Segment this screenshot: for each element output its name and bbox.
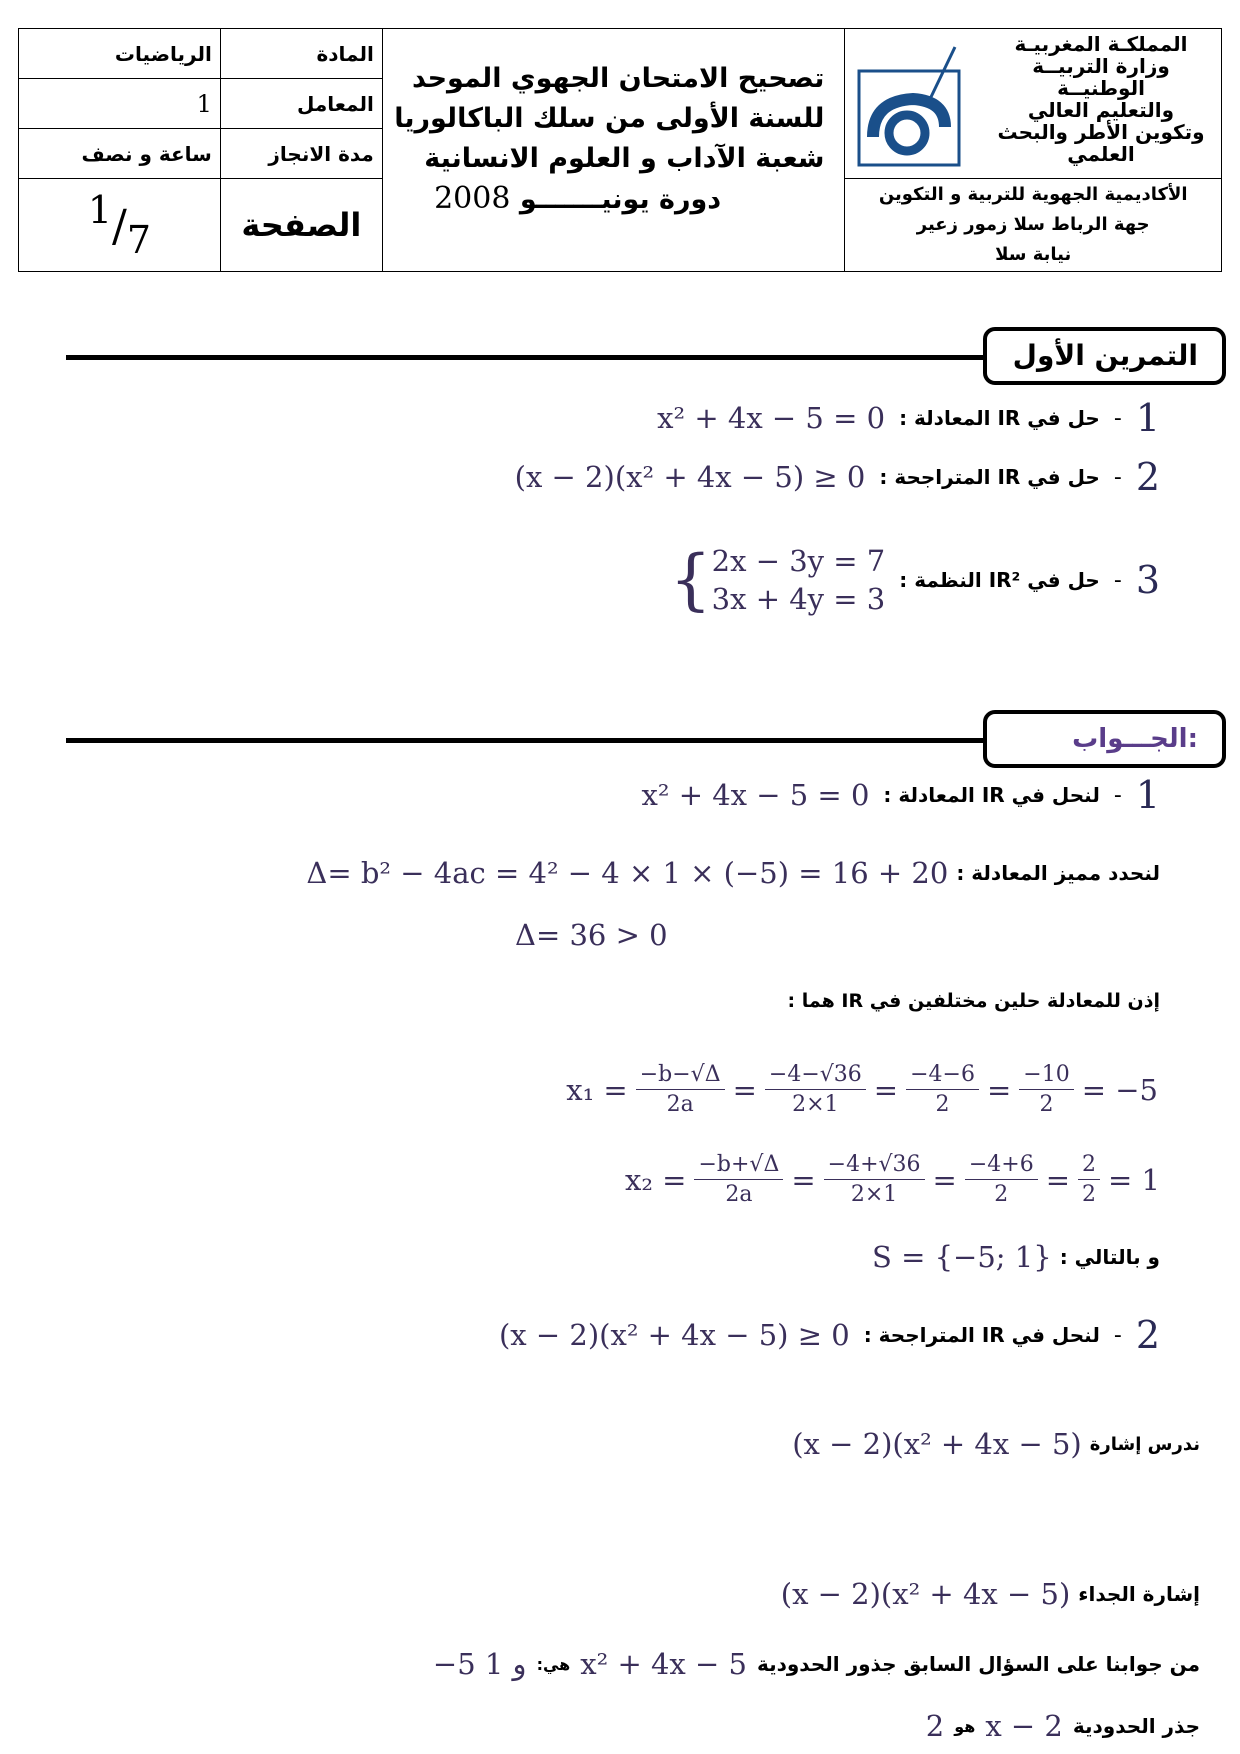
answer-2: (x − 2)(x² + 4x − 5) ≥ 0 لنحل في IR المتراجحة : - 2 <box>498 1313 1160 1357</box>
duration-value: ساعة و نصف <box>19 129 221 179</box>
q2-text: حل في IR المتراجحة : <box>879 465 1100 489</box>
question-3: { 2x − 3y = 7 3x + 4y = 3 حل في IR² النظمة : - 3 <box>669 541 1160 618</box>
sign-math: (x − 2)(x² + 4x − 5) <box>792 1427 1082 1461</box>
linear-root-is: هو <box>954 1716 976 1736</box>
kingdom-name: المملكـة المغربيـة <box>1014 32 1188 56</box>
title-line4: دورة يونيـــــــو 2008 <box>434 181 722 216</box>
subject-value: الرياضيات <box>19 29 221 79</box>
delta-text: لنحدد مميز المعادلة : <box>956 861 1160 885</box>
q3-system: { 2x − 3y = 7 3x + 4y = 3 <box>669 541 886 618</box>
linear-root-text: جذر الحدودية <box>1072 1714 1200 1738</box>
a1-math: x² + 4x − 5 = 0 <box>641 778 870 812</box>
x2-line: x₂ = $\frac{-b+√\Delta}{2a}$ = $\frac{-4+√36}{2\times 1}$ = $\frac{-4+6}{2}$ = $\frac{2}{2}$ = 1 <box>624 1152 1160 1207</box>
product-math: (x − 2)(x² + 4x − 5) <box>780 1577 1071 1611</box>
delta-line <box>306 848 1160 898</box>
x1-fraction-4: $\frac{-10}{2}$ <box>1019 1062 1073 1117</box>
x1-fraction-3: $\frac{-4-6}{2}$ <box>906 1062 979 1117</box>
q1-math: x² + 4x − 5 = 0 <box>657 401 886 435</box>
delta-result: Δ= 36 > 0 <box>515 918 668 952</box>
q2-math: (x − 2)(x² + 4x − 5) ≥ 0 <box>514 460 866 494</box>
solution-math: S = {−5; 1} <box>871 1240 1052 1274</box>
q3-text: حل في IR² النظمة : <box>899 568 1100 592</box>
linear-root-line <box>926 1702 1200 1750</box>
ministry-cell <box>845 29 1222 179</box>
ministry-line4: العلمي <box>1067 142 1135 166</box>
sign-text: ندرس إشارة <box>1089 1433 1200 1455</box>
a2-number: 2 <box>1135 1313 1160 1357</box>
exercise-title: التمرين الأول <box>983 327 1226 385</box>
title-line1: تصحيح الامتحان الجهوي الموحد <box>411 63 825 94</box>
a2-text: لنحل في IR المتراجحة : <box>863 1323 1100 1347</box>
x2-fraction-4: $\frac{2}{2}$ <box>1078 1152 1100 1207</box>
delegation-name: نيابة سلا <box>995 244 1072 265</box>
linear-root-poly: x − 2 <box>985 1709 1063 1743</box>
solution-text: و بالتالي : <box>1059 1245 1160 1269</box>
q3-eq1: 2x − 3y = 7 <box>711 544 886 578</box>
x1-fraction-2: $\frac{-4-√36}{2\times 1}$ <box>765 1062 866 1117</box>
academy-name: الأكاديمية الجهوية للتربية و التكوين <box>878 184 1188 205</box>
answer-1: x² + 4x − 5 = 0 لنحل في IR المعادلة : - 1 <box>641 773 1160 817</box>
header-table <box>18 28 1222 272</box>
x1-label: x₁ = <box>566 1072 628 1107</box>
x2-fraction-3: $\frac{-4+6}{2}$ <box>965 1152 1038 1207</box>
title-line3: شعبة الآداب و العلوم الانسانية <box>424 143 825 174</box>
previous-roots-line <box>433 1640 1200 1688</box>
sign-study-line <box>792 1420 1200 1468</box>
question-2: (x − 2)(x² + 4x − 5) ≥ 0 حل في IR المتراجحة : - 2 <box>514 455 1160 499</box>
answer-title: الجـــواب: <box>983 710 1226 768</box>
coef-value: 1 <box>19 79 221 129</box>
previous-roots-text: من جوابنا على السؤال السابق جذور الحدودية <box>756 1652 1200 1676</box>
q1-text: حل في IR المعادلة : <box>899 406 1100 430</box>
roots-text: إذن للمعادلة حلين مختلفين في IR هما : <box>787 990 1160 1012</box>
page-label: الصفحة <box>220 179 382 272</box>
x2-fraction-2: $\frac{-4+√36}{2\times 1}$ <box>824 1152 925 1207</box>
question-1: x² + 4x − 5 = 0 حل في IR المعادلة : - 1 <box>657 396 1160 440</box>
a1-text: لنحل في IR المعادلة : <box>883 783 1100 807</box>
ministry-logo-icon <box>853 41 973 167</box>
x2-label: x₂ = <box>624 1162 687 1197</box>
q3-eq2: 3x + 4y = 3 <box>711 582 886 616</box>
x2-result: = 1 <box>1108 1162 1160 1197</box>
product-text: إشارة الجداء <box>1078 1582 1200 1606</box>
delta-math: Δ= b² − 4ac = 4² − 4 × 1 × (−5) = 16 + 20 <box>306 856 949 890</box>
previous-roots-are: هي: <box>536 1654 571 1674</box>
q2-number: 2 <box>1135 455 1160 499</box>
product-sign-line <box>781 1570 1200 1618</box>
title-line2: للسنة الأولى من سلك الباكالوريا <box>394 103 825 134</box>
x1-line: x₁ = $\frac{-b-√\Delta}{2a}$ = $\frac{-4-√36}{2\times 1}$ = $\frac{-4-6}{2}$ = $\frac{-10}{2}$ = −5 <box>566 1062 1158 1117</box>
subject-label: المادة <box>220 29 382 79</box>
a2-math: (x − 2)(x² + 4x − 5) ≥ 0 <box>498 1318 850 1352</box>
previous-roots-values: −5 و 1 <box>432 1647 527 1681</box>
exam-title <box>382 29 845 272</box>
page-fraction: 1/7 <box>19 179 221 272</box>
linear-root-value: 2 <box>925 1709 945 1743</box>
q3-number: 3 <box>1135 558 1160 602</box>
duration-label: مدة الانجاز <box>220 129 382 179</box>
exam-year: 2008 <box>434 181 511 216</box>
ministry-line2: والتعليم العالي <box>1027 98 1175 122</box>
solution-line <box>872 1235 1160 1279</box>
x1-fraction-1: $\frac{-b-√\Delta}{2a}$ <box>636 1062 725 1117</box>
q1-number: 1 <box>1135 396 1160 440</box>
a1-number: 1 <box>1135 773 1160 817</box>
previous-roots-poly: x² + 4x − 5 <box>580 1647 747 1681</box>
coef-label: المعامل <box>220 79 382 129</box>
region-name: جهة الرباط سلا زمور زعير <box>916 214 1150 235</box>
section-divider <box>66 355 991 360</box>
x1-result: = −5 <box>1081 1072 1158 1107</box>
answer-divider <box>66 738 991 743</box>
ministry-line3: وتكوين الأطر والبحث <box>997 120 1205 144</box>
ministry-line1: وزارة التربيــة الوطنيــة <box>1032 54 1170 100</box>
academy-cell <box>845 179 1222 272</box>
x2-fraction-1: $\frac{-b+√\Delta}{2a}$ <box>694 1152 783 1207</box>
